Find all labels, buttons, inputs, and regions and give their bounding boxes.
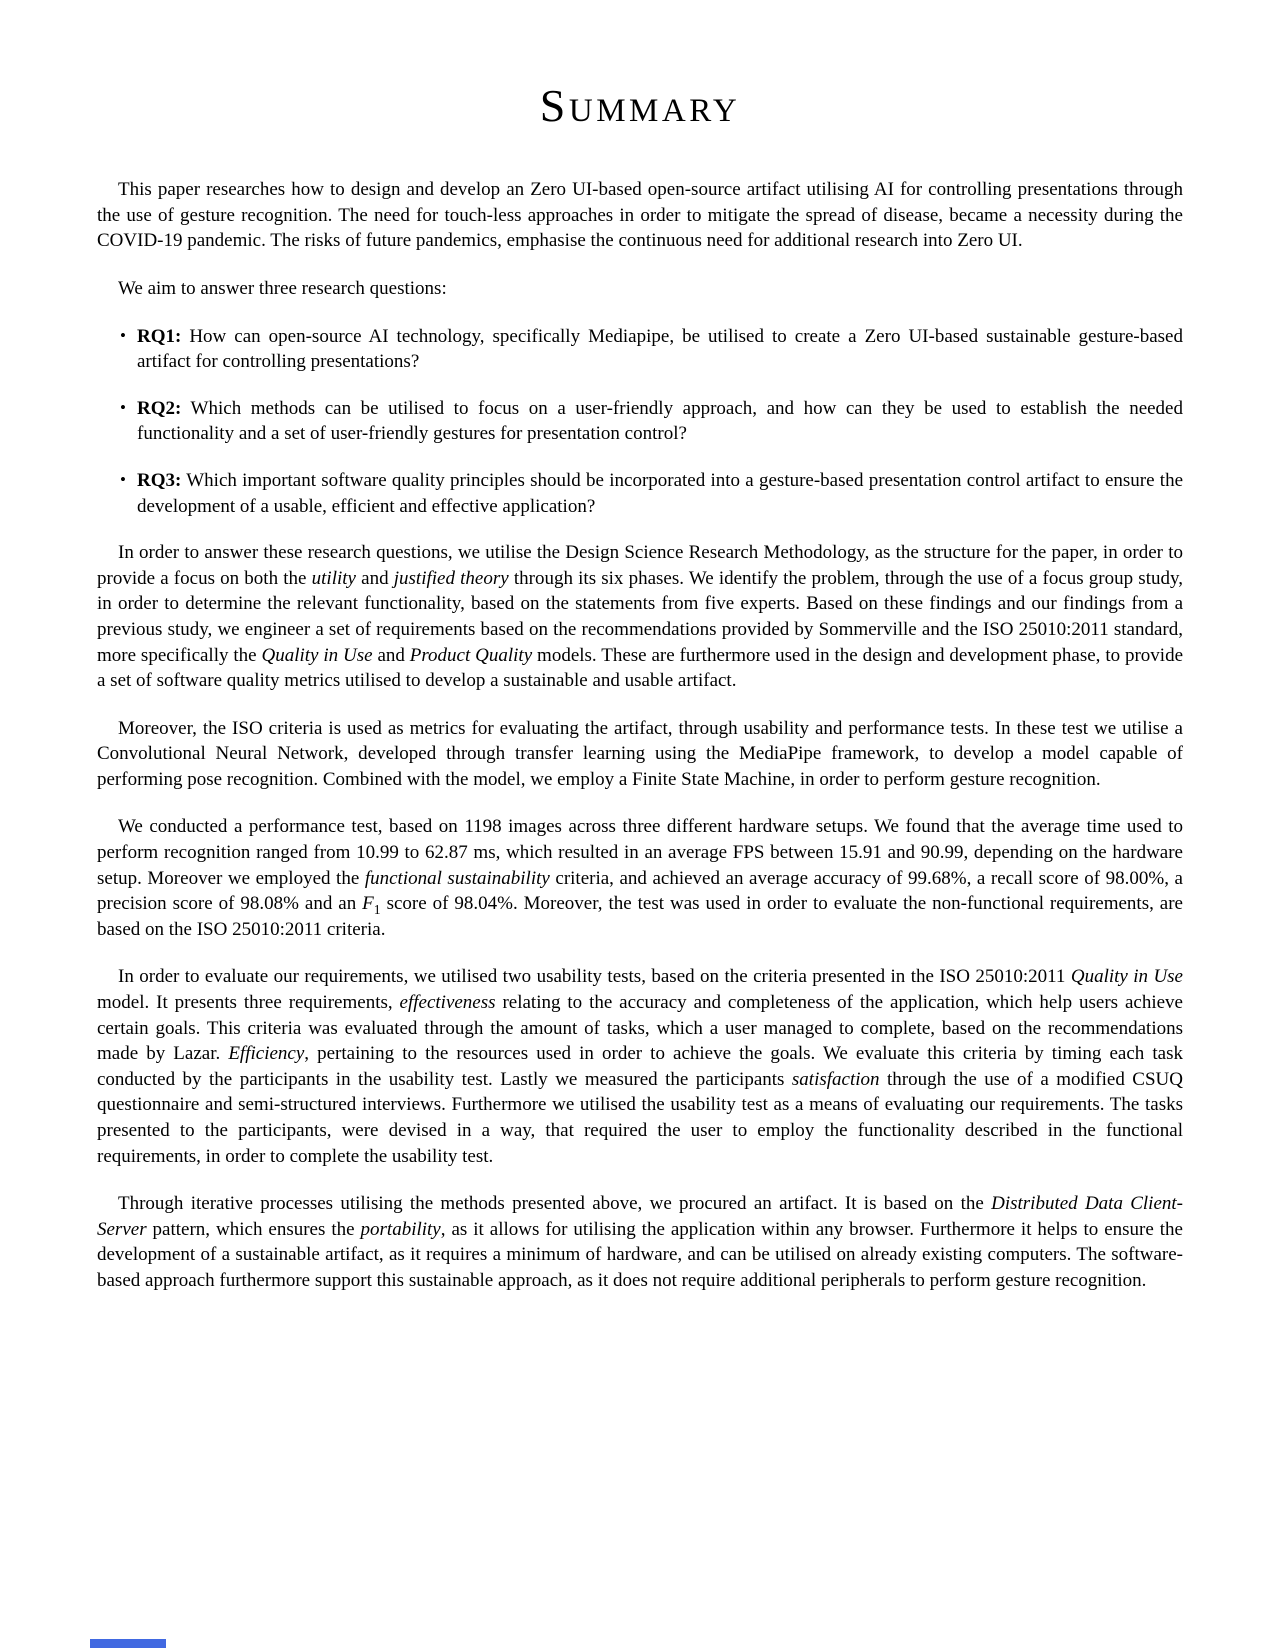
text-segment: Through iterative processes utilising the methods presented above, we procured an artifact. It is based on the [118, 1193, 992, 1215]
bullet-icon: • [120, 469, 126, 489]
paragraph [97, 964, 1183, 1169]
text-segment: functional sustainability [364, 867, 550, 889]
text-segment: How can open-source AI technology, specifically Mediapipe, be utilised to create a Zero UI-based sustainable gesture-based artifact for controlling presentations? [137, 325, 1183, 373]
text-segment: justified theory [393, 567, 509, 589]
bullet-item [97, 396, 1183, 447]
text-segment: In order to answer these research questions, we utilise the Design Science Research Methodology, as the structure for the paper, in order to provide a focus on both the [97, 542, 1183, 589]
text-segment: through the use of a modified CSUQ questionnaire and semi-structured interviews. Furthermore we utilised the usability test as a means of evaluating our requirements. The tasks presented to the participants, were devised in a way, that required the user to employ the functionality described in the functional requirements, in order to complete the usability test. [97, 1068, 1183, 1167]
bullet-icon: • [120, 325, 126, 345]
paragraph [97, 716, 1183, 793]
text-segment: We conducted a performance test, based on 1198 images across three different hardware setups. We found that the average time used to perform recognition ranged from 10.99 to 62.87 ms, which resulted in an average FPS between 15.91 and 90.99, depending on the hardware setup. Moreover we employed the [97, 816, 1183, 889]
paragraph [97, 540, 1183, 694]
text-segment: satisfaction [791, 1068, 880, 1090]
text-segment: Which methods can be utilised to focus on a user-friendly approach, and how can they be used to establish the needed functionality and a set of user-friendly gestures for presentation control? [137, 397, 1183, 445]
text-segment: F [362, 893, 374, 915]
document-content [97, 78, 1183, 1316]
text-segment: criteria, and achieved an average accuracy of 99.68%, a recall score of 98.00%, a precision score of 98.08% and an [97, 867, 1183, 915]
text-segment: utility [311, 567, 356, 589]
text-segment: RQ1: [137, 325, 182, 347]
text-segment: and [372, 644, 410, 666]
text-segment: RQ3: [137, 469, 182, 491]
text-segment: models. These are furthermore used in the design and development phase, to provide a set of software quality metrics utilised to develop a sustainable and usable artifact. [97, 644, 1184, 692]
text-segment: effectiveness [399, 992, 496, 1014]
bullet-item [97, 324, 1183, 375]
text-segment: portability [360, 1218, 441, 1240]
text-segment: , as it allows for utilising the application within any browser. Furthermore it helps to ensure the development of a sustainable artifact, as it requires a minimum of hardware, and can be utilised on already existing computers. The software-based approach furthermore support this sustainable approach, as it does not require additional peripherals to perform gesture recognition. [97, 1218, 1183, 1291]
paragraph [97, 1191, 1183, 1293]
text-segment: We aim to answer three research questions: [118, 277, 447, 299]
text-segment: through its six phases. We identify the problem, through the use of a focus group study, in order to determine the relevant functionality, based on the statements from five experts. Based on these findings and our findings from a previous study, we engineer a set of requirements based on the recommendations provided by Sommerville and the ISO 25010:2011 standard, more specifically the [97, 567, 1183, 666]
paragraph [97, 177, 1183, 254]
text-segment: model. It presents three requirements, [97, 992, 400, 1014]
text-segment: Product Quality [409, 644, 533, 666]
text-segment: score of 98.04%. Moreover, the test was used in order to evaluate the non-functional requirements, are based on the ISO 25010:2011 criteria. [97, 893, 1183, 940]
document-body [97, 177, 1183, 1293]
text-segment: Moreover, the ISO criteria is used as metrics for evaluating the artifact, through usability and performance tests. In these test we utilise a Convolutional Neural Network, developed through transfer learning using the MediaPipe framework, to develop a model capable of performing pose recognition. Combined with the model, we employ a Finite State Machine, in order to perform gesture recognition. [97, 717, 1183, 790]
text-segment: and [355, 567, 394, 589]
text-segment: This paper researches how to design and develop an Zero UI-based open-source artifact utilising AI for controlling presentations through the use of gesture recognition. The need for touch-less approaches in order to mitigate the spread of disease, became a necessity during the COVID-19 pandemic. The risks of future pandemics, emphasise the continuous need for additional research into Zero UI. [97, 179, 1183, 252]
text-segment: 1 [373, 902, 381, 918]
text-segment: Which important software quality principles should be incorporated into a gesture-based presentation control artifact to ensure the development of a usable, efficient and effective application? [137, 469, 1183, 517]
text-segment: Distributed Data Client-Server [97, 1193, 1183, 1240]
paragraph [97, 814, 1183, 942]
text-segment: RQ2: [137, 397, 182, 419]
footer-link-marker[interactable] [90, 1639, 166, 1648]
text-segment: pattern, which ensures the [146, 1218, 361, 1240]
text-segment: Quality in Use [261, 644, 373, 666]
bullet-icon: • [120, 397, 126, 417]
bullet-item [97, 468, 1183, 519]
text-segment: Efficiency [228, 1043, 305, 1065]
text-segment: Quality in Use [1070, 966, 1183, 988]
paragraph [97, 276, 1183, 302]
text-segment: , pertaining to the resources used in order to achieve the goals. We evaluate this criteria by timing each task conducted by the participants in the usability test. Lastly we measured the participants [97, 1043, 1183, 1090]
text-segment: In order to evaluate our requirements, we utilised two usability tests, based on the criteria presented in the ISO 25010:2011 [118, 966, 1071, 988]
page-title: SUMMARY [539, 80, 741, 131]
text-segment: relating to the accuracy and completeness of the application, which help users achieve certain goals. This criteria was evaluated through the amount of tasks, which a user managed to complete, based on the recommendations made by Lazar. [97, 992, 1183, 1065]
